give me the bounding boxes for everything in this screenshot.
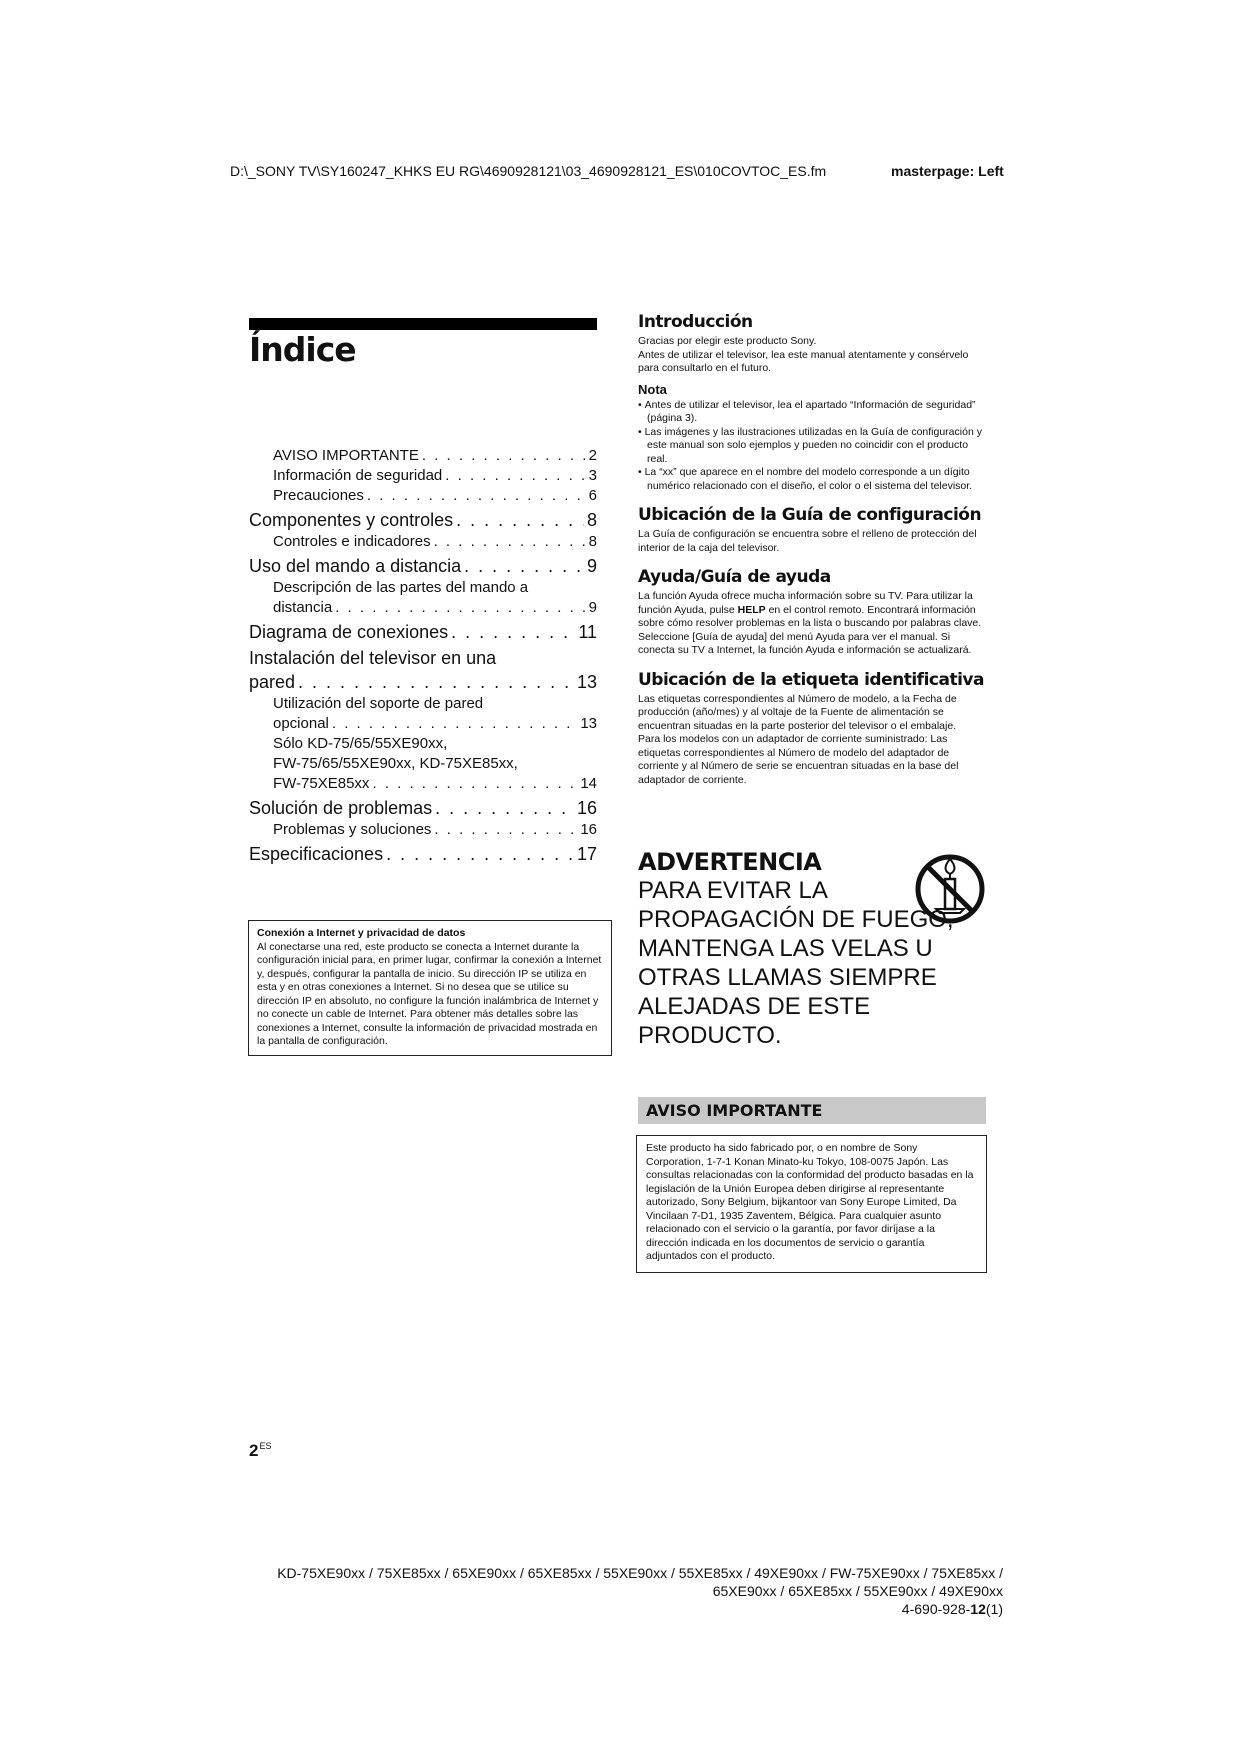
toc-entry-solo[interactable]: FW-75XE85xx . . . 14 bbox=[249, 774, 597, 794]
toc-entry-diagrama[interactable]: Diagrama de conexiones . . . 11 bbox=[249, 620, 597, 644]
index-title: Índice bbox=[249, 330, 356, 369]
table-of-contents bbox=[249, 446, 597, 866]
warning-title: ADVERTENCIA bbox=[638, 848, 822, 876]
toc-entry-soporte-line: Utilización del soporte de pared bbox=[273, 695, 484, 712]
privacy-title: Conexión a Internet y privacidad de datos bbox=[257, 927, 466, 939]
nota-item: • Antes de utilizar el televisor, lea el apartado “Información de seguridad” (página 3). bbox=[638, 399, 986, 426]
intro-text-2: Antes de utilizar el televisor, lea este manual atentamente y consérvelo para consultarlo en el futuro. bbox=[638, 348, 969, 374]
aviso-box bbox=[636, 1135, 987, 1273]
privacy-text: Al conectarse una red, este producto se conecta a Internet durante la configuración inicial para, en primer lugar, confirmar la conexión a Internet y, después, configurar la pantalla de inicio. Su dirección IP se utiliza en esta y en otras conexiones a Internet. Si no desea que se utilice su dirección IP en absoluto, no configure la función inalámbrica de Internet y no conecte un cable de Internet. Para obtener más detalles sobre las conexiones a Internet, consulte la información de privacidad mostrada en la pantalla de configuración. bbox=[257, 940, 602, 1047]
index-title-bar bbox=[249, 318, 597, 330]
nota-item: • La “xx” que aparece en el nombre del modelo corresponde a un dígito numérico relacionado con el diseño, el color o el sistema del televisor. bbox=[638, 466, 986, 493]
aviso-title: AVISO IMPORTANTE bbox=[646, 1101, 823, 1120]
toc-entry-especificaciones[interactable]: Especificaciones . . . 17 bbox=[249, 842, 597, 866]
footer-code: 4-690-928-12(1) bbox=[901, 1601, 1003, 1617]
footer-models bbox=[230, 1564, 1003, 1618]
file-path: D:\_SONY TV\SY160247_KHKS EU RG\4690928121\03_4690928121_ES\010COVTOC_ES.fm bbox=[230, 163, 827, 179]
toc-entry-mando[interactable]: Uso del mando a distancia . . . 9 bbox=[249, 554, 597, 578]
footer-models-line-1: KD-75XE90xx / 75XE85xx / 65XE90xx / 65XE85xx / 55XE90xx / 55XE85xx / 49XE90xx / FW-75XE90xx / 75XE85xx / bbox=[277, 1565, 1003, 1581]
no-candle-icon bbox=[914, 853, 986, 925]
toc-entry-solucion[interactable]: Solución de problemas . . . 16 bbox=[249, 796, 597, 820]
label-location-text-2: Para los modelos con un adaptador de corriente suministrado: Las etiquetas correspondientes al Número de modelo del adaptador de corriente y al Número de serie se encuentran situadas en la base del adaptador de corriente. bbox=[638, 733, 959, 786]
toc-entry-componentes[interactable]: Componentes y controles . . . 8 bbox=[249, 508, 597, 532]
toc-entry-instalacion-line: Instalación del televisor en una bbox=[249, 648, 497, 668]
intro-section bbox=[638, 312, 986, 787]
label-location-title: Ubicación de la etiqueta identificativa bbox=[638, 669, 984, 690]
toc-entry-precauciones[interactable]: Precauciones . . . 6 bbox=[249, 486, 597, 506]
toc-entry-controles[interactable]: Controles e indicadores . . . 8 bbox=[249, 532, 597, 552]
page-number: $2^{ES}$ bbox=[249, 1441, 272, 1460]
intro-title: Introducción bbox=[638, 312, 753, 332]
toc-entry-descripcion[interactable]: distancia . . . 9 bbox=[249, 598, 597, 618]
warning-text: PARA EVITAR LA PROPAGACIÓN DE FUEGO, MANTENGA LAS VELAS U OTRAS LLAMAS SIEMPRE ALEJADAS DE ESTE PRODUCTO. bbox=[638, 877, 954, 1049]
masterpage-label: masterpage: Left bbox=[891, 163, 1004, 179]
setup-guide-text: La Guía de configuración se encuentra sobre el relleno de protección del interior de la caja del televisor. bbox=[638, 528, 977, 554]
toc-entry-soporte[interactable]: opcional . . . 13 bbox=[249, 714, 597, 734]
help-key: HELP bbox=[737, 603, 766, 616]
toc-entry-instalacion[interactable]: pared . . . 13 bbox=[249, 670, 597, 694]
help-title: Ayuda/Guía de ayuda bbox=[638, 567, 831, 587]
toc-entry-descripcion-line: Descripción de las partes del mando a bbox=[273, 579, 529, 596]
intro-text-1: Gracias por elegir este producto Sony. bbox=[638, 335, 817, 347]
privacy-notice-box bbox=[248, 920, 612, 1056]
help-text: La función Ayuda ofrece mucha información sobre su TV. Para utilizar la función Ayuda, pulse HELP en el control remoto. Encontrará información sobre cómo resolver problemas en la lista o buscando por palabras clave. Seleccione [Guía de ayuda] del menú Ayuda para ver el manual. Si conecta su TV a Internet, la función Ayuda e información se actualizará. bbox=[638, 590, 982, 656]
nota-title: Nota bbox=[638, 381, 667, 397]
nota-list bbox=[638, 399, 986, 494]
toc-entry-seguridad[interactable]: Información de seguridad . . . 3 bbox=[249, 466, 597, 486]
aviso-header bbox=[638, 1097, 986, 1124]
toc-entry-solo-line2: FW-75/65/55XE90xx, KD-75XE85xx, bbox=[273, 755, 518, 772]
aviso-text: Este producto ha sido fabricado por, o en nombre de Sony Corporation, 1-7-1 Konan Minato-ku Tokyo, 108-0075 Japón. Las consultas relacionadas con la conformidad del producto basadas en la legislación de la Unión Europea deben dirigirse al representante autorizado, Sony Belgium, bijkantoor van Sony Europe Limited, Da Vincilaan 7-D1, 1935 Zaventem, Bélgica. Para cualquier asunto relacionado con el servicio o la garantía, por favor diríjase a la dirección indicada en los documentos de servicio o garantía adjuntados con el producto. bbox=[646, 1142, 974, 1262]
setup-guide-title: Ubicación de la Guía de configuración bbox=[638, 505, 982, 525]
toc-entry-solo-line1: Sólo KD-75/65/55XE90xx, bbox=[273, 735, 448, 752]
footer-models-line-2: 65XE90xx / 65XE85xx / 55XE90xx / 49XE90xx bbox=[712, 1583, 1003, 1599]
toc-entry-aviso[interactable]: AVISO IMPORTANTE . . . 2 bbox=[249, 446, 597, 466]
label-location-text-1: Las etiquetas correspondientes al Número de modelo, a la Fecha de producción (año/mes) y al voltaje de la Fuente de alimentación se encuentran situadas en la parte posterior del televisor o el embalaje. bbox=[638, 692, 957, 732]
nota-item: • Las imágenes y las ilustraciones utilizadas en la Guía de configuración y este manual son solo ejemplos y pueden no coincidir con el producto real. bbox=[638, 426, 986, 467]
toc-entry-problemas[interactable]: Problemas y soluciones . . . 16 bbox=[249, 820, 597, 840]
